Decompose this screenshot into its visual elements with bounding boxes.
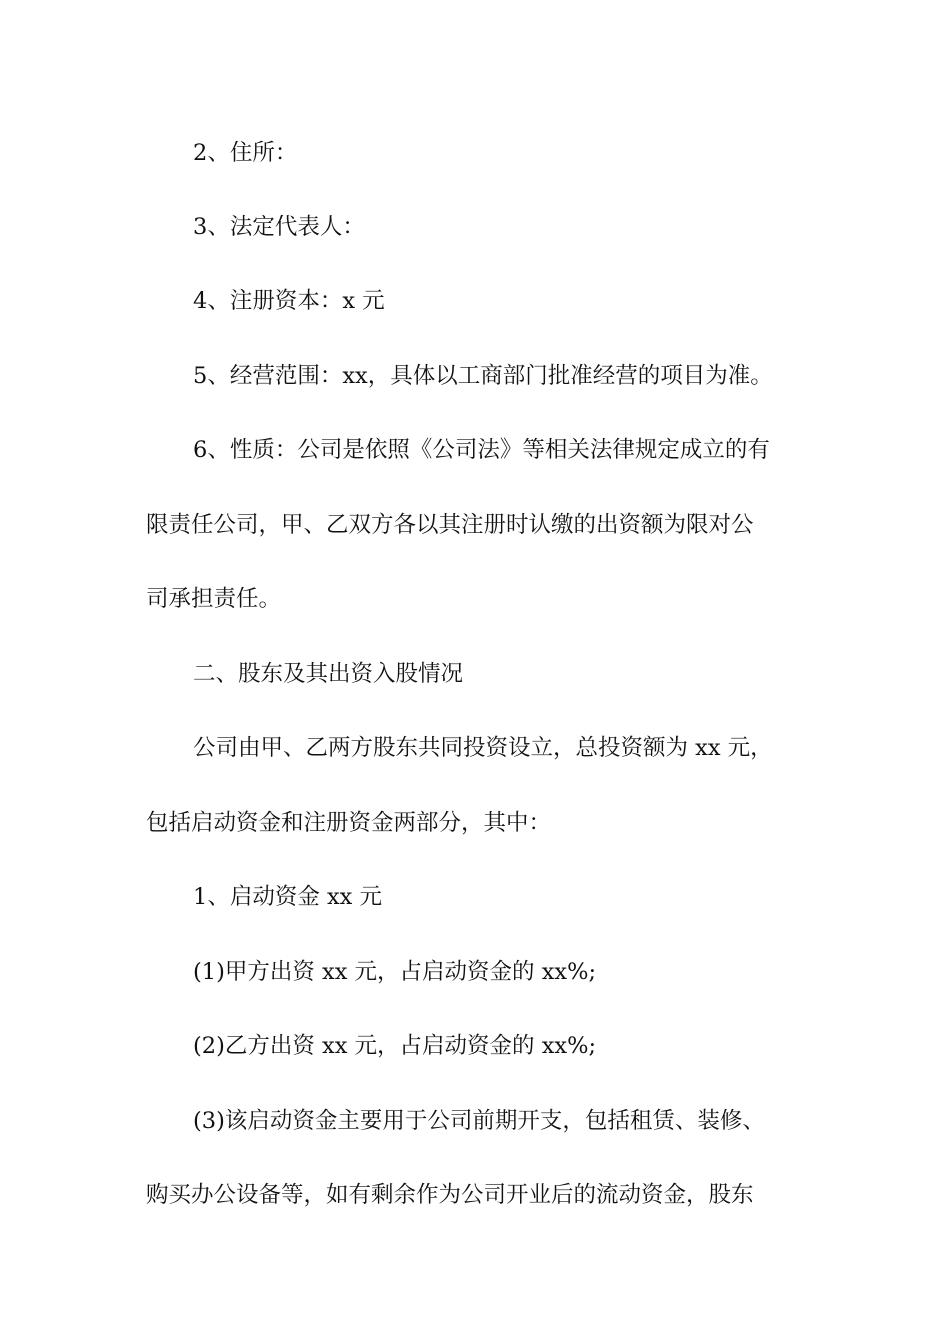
clause-nature-line-2: 限责任公司，甲、乙双方各以其注册时认缴的出资额为限对公: [146, 512, 754, 538]
clause-address: 2、住所：: [193, 140, 298, 166]
section-heading-shareholders: 二、股东及其出资入股情况: [193, 661, 464, 687]
clause-registered-capital: 4、注册资本：x 元: [193, 288, 385, 314]
investment-paragraph-line-2: 包括启动资金和注册资金两部分，其中：: [146, 810, 552, 836]
party-b-contribution: (2)乙方出资 xx 元，占启动资金的 xx%;: [193, 1033, 597, 1059]
startup-capital-usage-line-2: 购买办公设备等，如有剩余作为公司开业后的流动资金，股东: [146, 1182, 754, 1208]
clause-legal-representative: 3、法定代表人：: [193, 214, 365, 240]
investment-paragraph-line-1: 公司由甲、乙两方股东共同投资设立，总投资额为 xx 元，: [193, 735, 773, 761]
clause-nature-line-1: 6、性质：公司是依照《公司法》等相关法律规定成立的有: [193, 437, 770, 463]
clause-business-scope: 5、经营范围：xx，具体以工商部门批准经营的项目为准。: [193, 363, 773, 389]
startup-capital-heading: 1、启动资金 xx 元: [193, 884, 382, 910]
startup-capital-usage-line-1: (3)该启动资金主要用于公司前期开支，包括租赁、装修、: [193, 1108, 765, 1134]
party-a-contribution: (1)甲方出资 xx 元，占启动资金的 xx%;: [193, 959, 597, 985]
clause-nature-line-3: 司承担责任。: [146, 586, 282, 612]
